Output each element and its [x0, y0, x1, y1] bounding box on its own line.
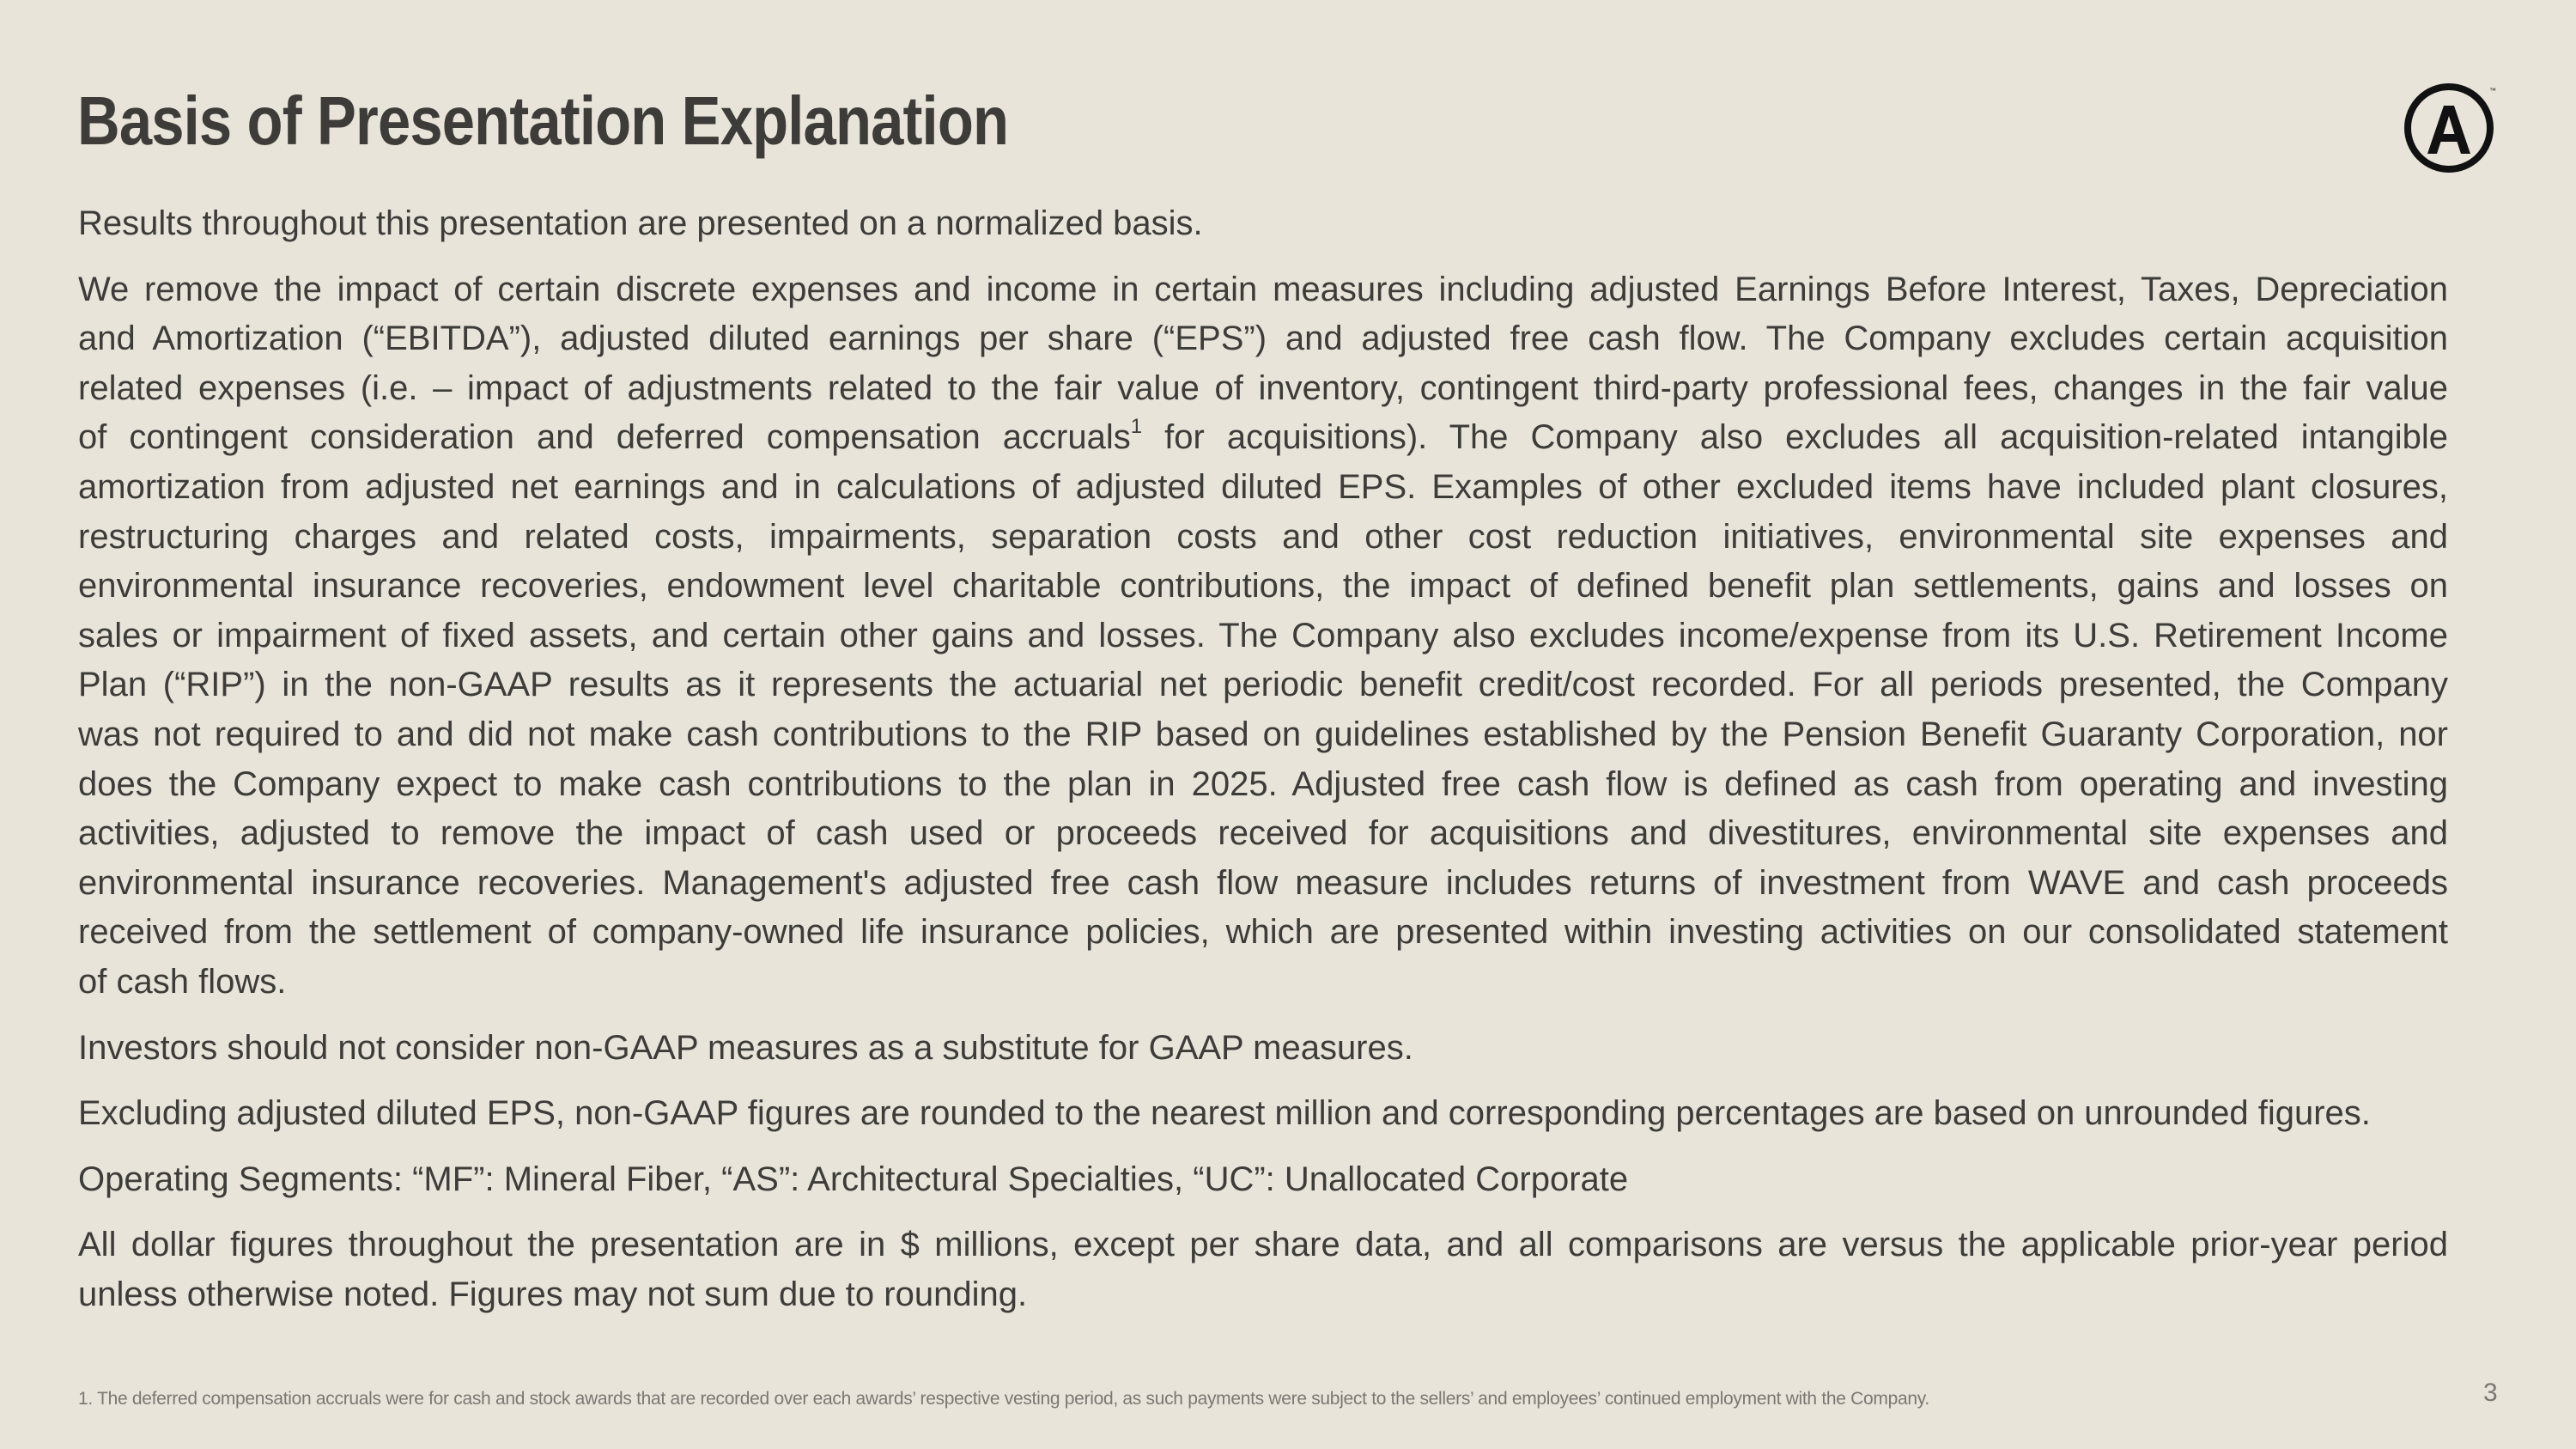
paragraph-operating-segments	[78, 1155, 2448, 1205]
text-line: received from the settlement of company-owned life insurance policies, which are presented within investing activities on our consolidated statement	[78, 913, 2448, 952]
text-line: of cash flows.	[78, 962, 287, 1001]
paragraph-dollar-figures	[78, 1221, 2448, 1319]
text-line: All dollar figures throughout the presentation are in $ millions, except per share data, and all comparisons are versus the applicable prior-year period	[78, 1226, 2448, 1264]
footnote: 1. The deferred compensation accruals were for cash and stock awards that are recorded over each awards’ respective vesting period, as such payments were subject to the sellers’ and employees’ continued employment with the Company.	[78, 1389, 1929, 1409]
text-line: activities, adjusted to remove the impact of cash used or proceeds received for acquisitions and divestitures, environmental site expenses and	[78, 814, 2448, 853]
paragraph-investors-note	[78, 1024, 2448, 1074]
body-content	[78, 199, 2448, 1336]
paragraph-normalized-basis	[78, 199, 2448, 249]
footnote-reference: 1	[1130, 415, 1143, 439]
text-line: environmental insurance recoveries, endowment level charitable contributions, the impact of defined benefit plan settlements, gains and losses on	[78, 567, 2448, 606]
text-line: related expenses (i.e. – impact of adjustments related to the fair value of inventory, contingent third-party professional fees, changes in the fair value	[78, 368, 2448, 407]
trademark-symbol: ™	[2489, 87, 2496, 94]
text-segment: for acquisitions). The Company also excludes all acquisition-related intangible	[1164, 418, 2448, 457]
page-title: Basis of Presentation Explanation	[77, 82, 1009, 159]
text-line: environmental insurance recoveries. Management's adjusted free cash flow measure includes returns of investment from WAVE and cash proceeds	[78, 863, 2448, 902]
text-line: was not required to and did not make cash contributions to the RIP based on guidelines established by the Pension Benefit Guaranty Corporation, nor	[78, 715, 2448, 753]
text-line: We remove the impact of certain discrete expenses and income in certain measures including adjusted Earnings Before Interest, Taxes, Depreciation	[78, 270, 2448, 308]
text-line: Plan (“RIP”) in the non-GAAP results as it represents the actuarial net periodic benefit credit/cost recorded. For all periods presented, the Company	[78, 666, 2448, 704]
paragraph-adjustments	[78, 265, 2448, 1008]
text-line: Excluding adjusted diluted EPS, non-GAAP figures are rounded to the nearest million and corresponding percentages are based on unrounded figures.	[78, 1094, 2371, 1133]
text-line: unless otherwise noted. Figures may not sum due to rounding.	[78, 1275, 1028, 1313]
text-segment: of contingent consideration and deferred compensation accruals	[78, 418, 1131, 457]
text-line: Results throughout this presentation are presented on a normalized basis.	[78, 204, 1203, 242]
text-line: restructuring charges and related costs, impairments, separation costs and other cost reduction initiatives, environmental site expenses and	[78, 517, 2448, 556]
circled-a-logo-icon	[2404, 80, 2500, 176]
text-line-with-footnote-ref	[78, 413, 2448, 463]
paragraph-rounding	[78, 1089, 2448, 1139]
text-line: does the Company expect to make cash contributions to the plan in 2025. Adjusted free cash flow is defined as cash from operating and investing	[78, 764, 2448, 803]
text-line: Operating Segments: “MF”: Mineral Fiber, “AS”: Architectural Specialties, “UC”: Unallocated Corporate	[78, 1160, 1629, 1198]
text-line: sales or impairment of fixed assets, and certain other gains and losses. The Company also excludes income/expense from its U.S. Retirement Income	[78, 616, 2448, 654]
company-logo	[2404, 80, 2500, 176]
text-line: Investors should not consider non-GAAP measures as a substitute for GAAP measures.	[78, 1028, 1413, 1067]
page-number: 3	[2483, 1379, 2498, 1407]
text-line: amortization from adjusted net earnings and in calculations of adjusted diluted EPS. Examples of other excluded items have included plant closures,	[78, 467, 2448, 506]
text-line: and Amortization (“EBITDA”), adjusted diluted earnings per share (“EPS”) and adjusted free cash flow. The Company excludes certain acquisition	[78, 320, 2448, 358]
